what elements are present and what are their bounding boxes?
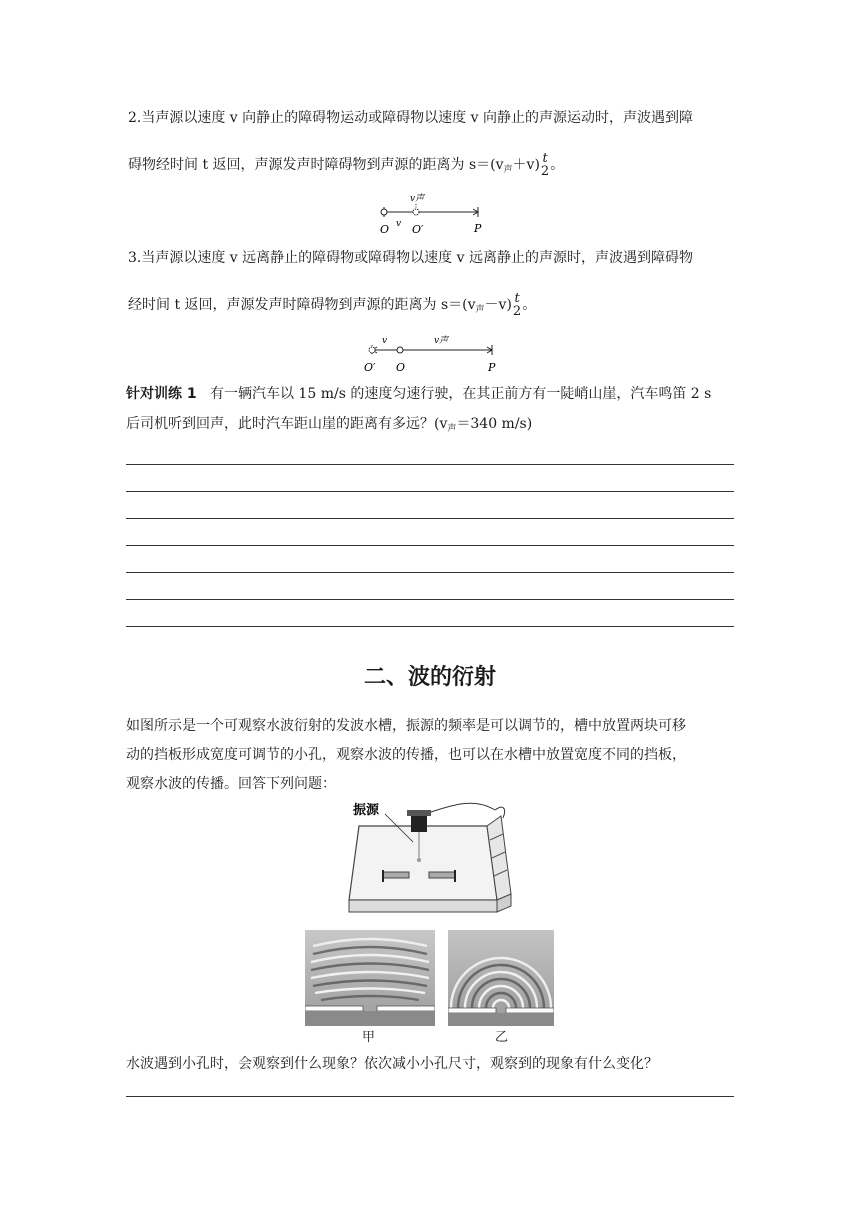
exercise-text1: 有一辆汽车以 15 m/s 的速度匀速行驶，在其正前方有一陡峭山崖，汽车鸣笛 2 s xyxy=(209,386,712,402)
diagram2-O-label: O xyxy=(396,361,406,374)
exercise-label: 针对训练 1 xyxy=(126,386,197,402)
diagram1-vsound-label: v声 xyxy=(410,194,425,204)
item2-line2-pre: 碍物经时间 t 返回，声源发声时障碍物到声源的距离为 s＝(v xyxy=(128,157,504,173)
answer-line[interactable] xyxy=(126,626,734,627)
diagram2-vsound-label: v声 xyxy=(434,336,449,346)
item3-fraction xyxy=(513,292,521,318)
item2-frac-den: 2 xyxy=(540,164,550,179)
exercise-line2-post: ＝340 m/s) xyxy=(456,416,533,432)
diagram-recede xyxy=(360,333,500,375)
exercise-line1 xyxy=(126,384,711,404)
item2-line2 xyxy=(128,152,564,180)
item3-line2-mid: －v) xyxy=(484,297,512,313)
intro-line2: 动的挡板形成宽度可调节的小孔，观察水波的传播，也可以在水槽中放置宽度不同的挡板， xyxy=(126,747,686,763)
item2-fraction xyxy=(541,152,549,178)
apparatus-label: 振源 xyxy=(353,803,380,818)
diagram1-v-label: v xyxy=(396,219,402,229)
item2-sub: 声 xyxy=(503,165,513,175)
diagram1-Oprime-label: O′ xyxy=(412,223,424,236)
answer-line[interactable] xyxy=(126,518,734,519)
diagram2-v-label: v xyxy=(382,336,388,346)
answer-line[interactable] xyxy=(126,491,734,492)
photo-jia-label: 甲 xyxy=(362,1030,376,1045)
photo-yi xyxy=(448,930,554,1026)
item3-line2-post: 。 xyxy=(522,297,537,313)
diagram1-O-label: O xyxy=(380,223,390,236)
item2-frac-num: t xyxy=(542,151,548,166)
section-title: 二、波的衍射 xyxy=(363,665,496,690)
item3-line1: 3.当声源以速度 v 远离静止的障碍物或障碍物以速度 v 远离静止的声源时，声波遇到障碍物 xyxy=(128,250,693,266)
diagram2-P-label: P xyxy=(488,361,496,374)
exercise-line2 xyxy=(126,414,532,439)
question-text: 水波遇到小孔时，会观察到什么现象？依次减小小孔尺寸，观察到的现象有什么变化？ xyxy=(126,1056,658,1072)
photo-jia xyxy=(305,930,435,1026)
item3-frac-num: t xyxy=(514,291,520,306)
photo-yi-label: 乙 xyxy=(495,1030,509,1045)
intro-line1: 如图所示是一个可观察水波衍射的发波水槽，振源的频率是可以调节的，槽中放置两块可移 xyxy=(126,718,686,734)
item3-line2 xyxy=(128,292,536,320)
diagram1-P-label: P xyxy=(474,222,482,235)
answer-line[interactable] xyxy=(126,545,734,546)
diagram-approach xyxy=(370,190,500,238)
ripple-tank-illustration xyxy=(345,800,520,922)
item2-line2-mid: ＋v) xyxy=(512,157,540,173)
answer-line[interactable] xyxy=(126,572,734,573)
item3-sub: 声 xyxy=(475,305,485,315)
answer-line[interactable] xyxy=(126,464,734,465)
item3-frac-den: 2 xyxy=(512,304,522,319)
intro-line3: 观察水波的传播。回答下列问题： xyxy=(126,776,336,792)
answer-line[interactable] xyxy=(126,599,734,600)
item2-line2-post: 。 xyxy=(550,157,565,173)
exercise-line2-pre: 后司机听到回声，此时汽车距山崖的距离有多远？(v xyxy=(126,416,448,432)
answer-line[interactable] xyxy=(126,1096,734,1097)
item2-line1: 2.当声源以速度 v 向静止的障碍物运动或障碍物以速度 v 向静止的声源运动时，声波遇到障 xyxy=(128,110,693,126)
diagram2-Oprime-label: O′ xyxy=(364,361,376,374)
item3-line2-pre: 经时间 t 返回，声源发声时障碍物到声源的距离为 s＝(v xyxy=(128,297,476,313)
exercise-sub: 声 xyxy=(447,424,457,434)
